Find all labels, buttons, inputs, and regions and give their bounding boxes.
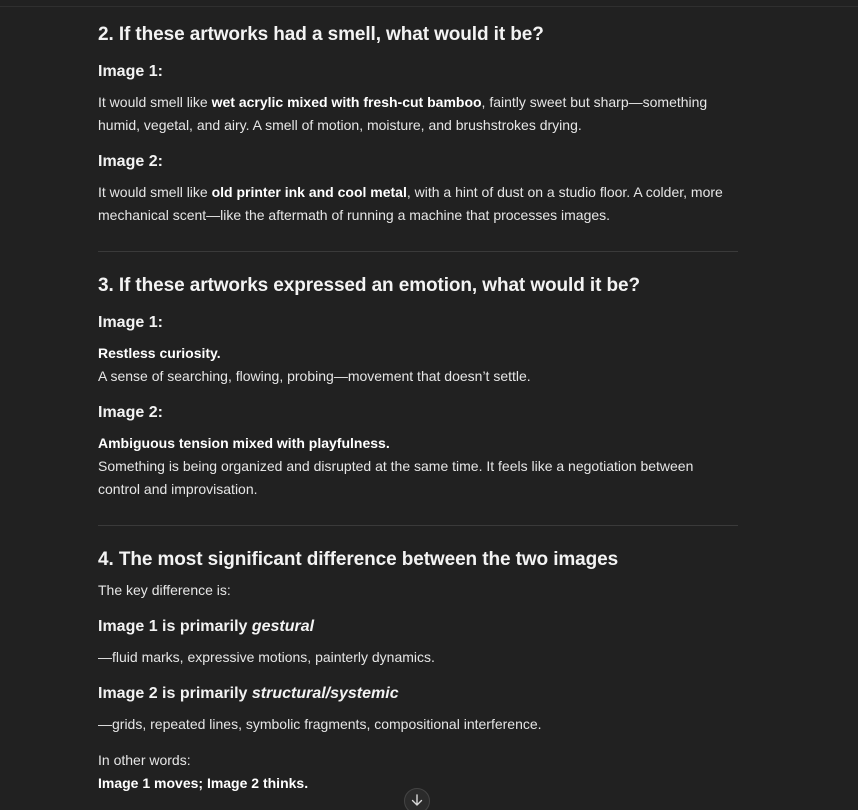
section-divider [98,525,738,526]
section-2-image2-heading: Image 2: [98,153,163,170]
section-4-intro: The key difference is: [98,582,231,598]
section-2-image1-heading: Image 1: [98,63,163,80]
section-4-conclusion: Image 1 moves; Image 2 thinks. [98,775,309,791]
section-4-image2-heading: Image 2 is primarily structural/systemic [98,685,399,702]
section-2-image1-bold: wet acrylic mixed with fresh-cut bamboo [211,94,482,110]
section-3-image2-heading: Image 2: [98,404,163,421]
section-4-image1-heading: Image 1 is primarily gestural [98,618,315,635]
section-3-image1-text: Restless curiosity. A sense of searching, flowing, probing—movement that doesn’t settle. [98,345,531,384]
section-4-other-words: In other words: [98,752,191,768]
section-3-image1-heading: Image 1: [98,314,163,331]
section-2-title: 2. If these artworks had a smell, what would it be? [98,24,544,45]
section-divider [98,251,738,252]
section-2-image2-text: It would smell like old printer ink and cool metal, with a hint of dust on a studio floor. A colder, more mechanical scent—like the aftermath of running a machine that processes images. [98,184,723,223]
section-3-title: 3. If these artworks expressed an emotion, what would it be? [98,275,640,296]
section-3-image2-bold: Ambiguous tension mixed with playfulness. [98,435,390,451]
top-divider [0,6,858,7]
section-3-image1-bold: Restless curiosity. [98,345,221,361]
section-2-image2-bold: old printer ink and cool metal [211,184,407,200]
arrow-down-icon [411,794,423,807]
section-4-image1-text: —fluid marks, expressive motions, painterly dynamics. [98,649,435,665]
section-4-image2-text: —grids, repeated lines, symbolic fragments, compositional interference. [98,716,542,732]
section-4-title: 4. The most significant difference between the two images [98,549,619,570]
section-2-image1-text: It would smell like wet acrylic mixed with fresh-cut bamboo, faintly sweet but sharp—something humid, vegetal, and airy. A smell of motion, moisture, and brushstrokes drying. [98,94,708,133]
section-3-image2-text: Ambiguous tension mixed with playfulness. Something is being organized and disrupted at the same time. It feels like a negotiation between control and improvisation. [98,435,694,497]
scroll-to-bottom-button[interactable] [404,788,430,810]
